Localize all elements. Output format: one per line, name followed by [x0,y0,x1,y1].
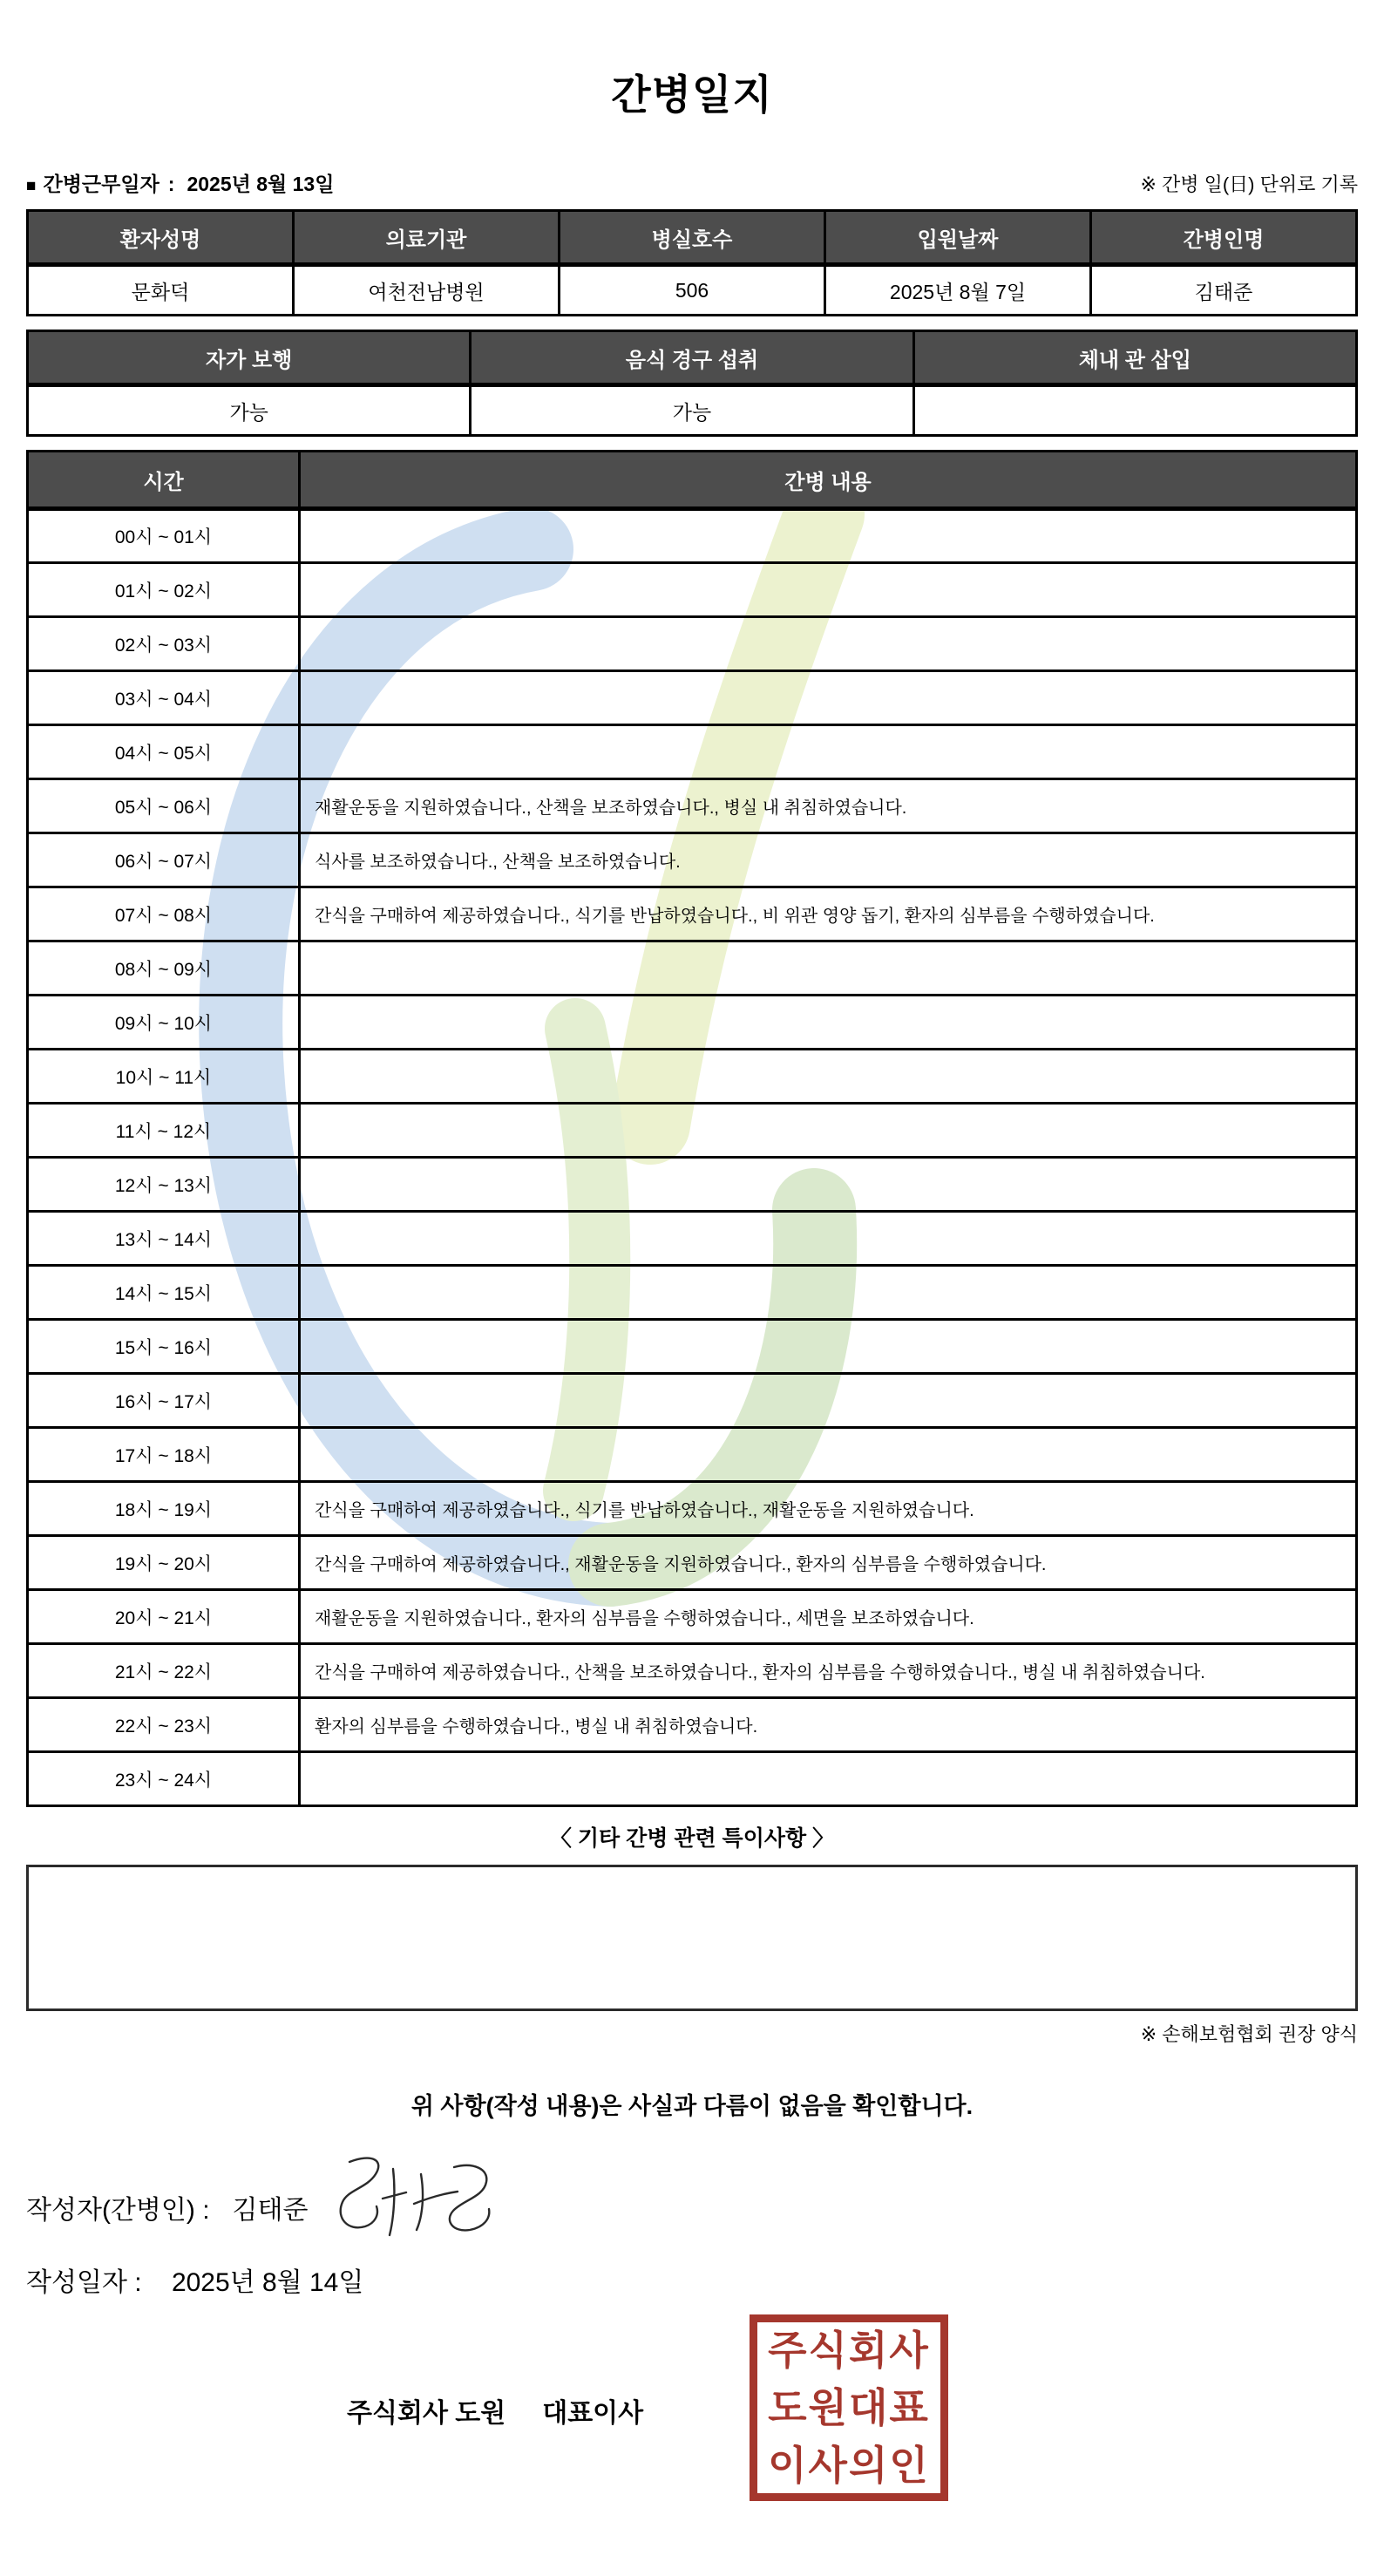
log-time-cell: 22시 ~ 23시 [28,1698,300,1752]
header-patient-name: 환자성명 [28,211,294,265]
log-row [28,1590,1357,1644]
log-row [28,1644,1357,1698]
log-time-cell: 02시 ~ 03시 [28,617,300,671]
log-row [28,1428,1357,1482]
log-content-cell[interactable] [300,509,1357,563]
log-time-cell: 00시 ~ 01시 [28,509,300,563]
log-time-cell: 15시 ~ 16시 [28,1320,300,1374]
log-time-cell: 04시 ~ 05시 [28,725,300,779]
header-time: 시간 [28,452,300,509]
log-content-cell[interactable] [300,1050,1357,1104]
log-time-cell: 20시 ~ 21시 [28,1590,300,1644]
log-row [28,725,1357,779]
value-patient-name: 문화덕 [28,265,294,316]
log-content-cell[interactable]: 간식을 구매하여 제공하였습니다., 산책을 보조하였습니다., 환자의 심부름을 수행하였습니다., 병실 내 취침하였습니다. [300,1644,1357,1698]
log-time-cell: 06시 ~ 07시 [28,833,300,887]
header-care-content: 간병 내용 [300,452,1357,509]
log-content-cell[interactable] [300,1374,1357,1428]
value-room-number: 506 [560,265,825,316]
written-date-row [26,2260,1384,2299]
log-time-cell: 18시 ~ 19시 [28,1482,300,1536]
header-caregiver-name: 간병인명 [1091,211,1357,265]
corporate-seal-stamp [750,2314,948,2501]
log-row [28,833,1357,887]
form-standard-note: ※ 손해보험협회 권장 양식 [1140,2023,1358,2045]
log-time-cell: 19시 ~ 20시 [28,1536,300,1590]
work-date-label: 간병근무일자 [43,173,159,195]
log-content-cell[interactable] [300,1320,1357,1374]
log-content-cell[interactable] [300,941,1357,996]
log-content-cell[interactable] [300,1104,1357,1158]
header-self-walking: 자가 보행 [28,331,471,385]
confirmation-statement: 위 사항(작성 내용)은 사실과 다름이 없음을 확인합니다. [410,2093,974,2119]
log-time-cell: 07시 ~ 08시 [28,887,300,941]
written-date-label: 작성일자 : [26,2268,142,2297]
work-date-value: 2025년 8월 13일 [187,173,335,195]
log-time-cell: 14시 ~ 15시 [28,1266,300,1320]
value-tube-insertion [913,385,1356,436]
condition-header-row [28,331,1357,385]
log-content-cell[interactable]: 간식을 구매하여 제공하였습니다., 식기를 반납하였습니다., 재활운동을 지원하였습니다. [300,1482,1357,1536]
value-medical-institution: 여천전남병원 [294,265,560,316]
meta-row [26,168,1358,197]
header-oral-intake: 음식 경구 섭취 [471,331,913,385]
patient-value-row [28,265,1357,316]
log-time-cell: 05시 ~ 06시 [28,779,300,833]
log-content-cell[interactable] [300,563,1357,617]
log-row [28,1698,1357,1752]
log-content-cell[interactable] [300,1428,1357,1482]
stamp-line-2: 도원대표 [768,2384,930,2430]
log-row [28,1536,1357,1590]
log-content-cell[interactable] [300,1752,1357,1806]
log-row [28,509,1357,563]
log-time-cell: 21시 ~ 22시 [28,1644,300,1698]
writer-name: 김태준 [232,2196,309,2225]
value-caregiver-name: 김태준 [1091,265,1357,316]
patient-info-table [26,209,1358,316]
log-content-cell[interactable]: 재활운동을 지원하였습니다., 산책을 보조하였습니다., 병실 내 취침하였습니다. [300,779,1357,833]
writer-row [26,2159,1384,2255]
log-row [28,671,1357,725]
log-content-cell[interactable] [300,1212,1357,1266]
log-row [28,617,1357,671]
log-row [28,1212,1357,1266]
special-notes-box[interactable] [26,1865,1358,2011]
special-notes-heading: 〈 기타 간병 관련 특이사항 〉 [549,1826,835,1851]
log-row [28,779,1357,833]
page-title: 간병일지 [611,71,773,118]
stamp-line-3: 이사의인 [768,2442,930,2488]
written-date-value: 2025년 8월 14일 [171,2268,364,2297]
log-row [28,887,1357,941]
patient-header-row [28,211,1357,265]
work-date-line [26,168,334,197]
log-time-cell: 01시 ~ 02시 [28,563,300,617]
log-content-cell[interactable] [300,617,1357,671]
log-content-cell[interactable] [300,671,1357,725]
value-self-walking: 가능 [28,385,471,436]
log-time-cell: 10시 ~ 11시 [28,1050,300,1104]
colon-separator: : [167,173,175,195]
header-room-number: 병실호수 [560,211,825,265]
log-time-cell: 13시 ~ 14시 [28,1212,300,1266]
log-row [28,563,1357,617]
log-content-cell[interactable]: 식사를 보조하였습니다., 산책을 보조하였습니다. [300,833,1357,887]
log-content-cell[interactable]: 간식을 구매하여 제공하였습니다., 식기를 반납하였습니다., 비 위관 영양 돕기, 환자의 심부름을 수행하였습니다. [300,887,1357,941]
writer-label: 작성자(간병인) : [26,2196,210,2225]
company-line [347,2391,643,2430]
log-content-cell[interactable] [300,725,1357,779]
log-content-cell[interactable]: 환자의 심부름을 수행하였습니다., 병실 내 취침하였습니다. [300,1698,1357,1752]
log-row [28,1374,1357,1428]
value-admission-date: 2025년 8월 7일 [825,265,1091,316]
log-time-cell: 03시 ~ 04시 [28,671,300,725]
log-row [28,1752,1357,1806]
log-time-cell: 16시 ~ 17시 [28,1374,300,1428]
care-log-table [26,450,1358,1807]
log-row [28,941,1357,996]
log-content-cell[interactable]: 재활운동을 지원하였습니다., 환자의 심부름을 수행하였습니다., 세면을 보조하였습니다. [300,1590,1357,1644]
handwritten-signature-image [323,2148,513,2251]
value-oral-intake: 가능 [471,385,913,436]
header-admission-date: 입원날짜 [825,211,1091,265]
log-time-cell: 08시 ~ 09시 [28,941,300,996]
log-header-row [28,452,1357,509]
log-row [28,1320,1357,1374]
log-content-cell[interactable] [300,996,1357,1050]
log-row [28,996,1357,1050]
log-row [28,1482,1357,1536]
log-content-cell[interactable]: 간식을 구매하여 제공하였습니다., 재활운동을 지원하였습니다., 환자의 심부름을 수행하였습니다. [300,1536,1357,1590]
seal-area [0,2314,1384,2576]
company-name: 주식회사 도원 [347,2399,506,2428]
log-time-cell: 09시 ~ 10시 [28,996,300,1050]
log-content-cell[interactable] [300,1158,1357,1212]
square-bullet-icon: ■ [26,177,37,195]
log-time-cell: 23시 ~ 24시 [28,1752,300,1806]
patient-condition-table [26,330,1358,437]
log-row [28,1266,1357,1320]
unit-note: ※ 간병 일(日) 단위로 기록 [1140,173,1358,195]
log-row [28,1104,1357,1158]
log-row [28,1158,1357,1212]
log-row [28,1050,1357,1104]
header-medical-institution: 의료기관 [294,211,560,265]
company-title: 대표이사 [542,2399,644,2428]
log-time-cell: 11시 ~ 12시 [28,1104,300,1158]
log-time-cell: 17시 ~ 18시 [28,1428,300,1482]
condition-value-row [28,385,1357,436]
log-table-body [28,509,1357,1806]
stamp-line-1: 주식회사 [768,2328,930,2373]
header-tube-insertion: 체내 관 삽입 [913,331,1356,385]
log-content-cell[interactable] [300,1266,1357,1320]
log-time-cell: 12시 ~ 13시 [28,1158,300,1212]
